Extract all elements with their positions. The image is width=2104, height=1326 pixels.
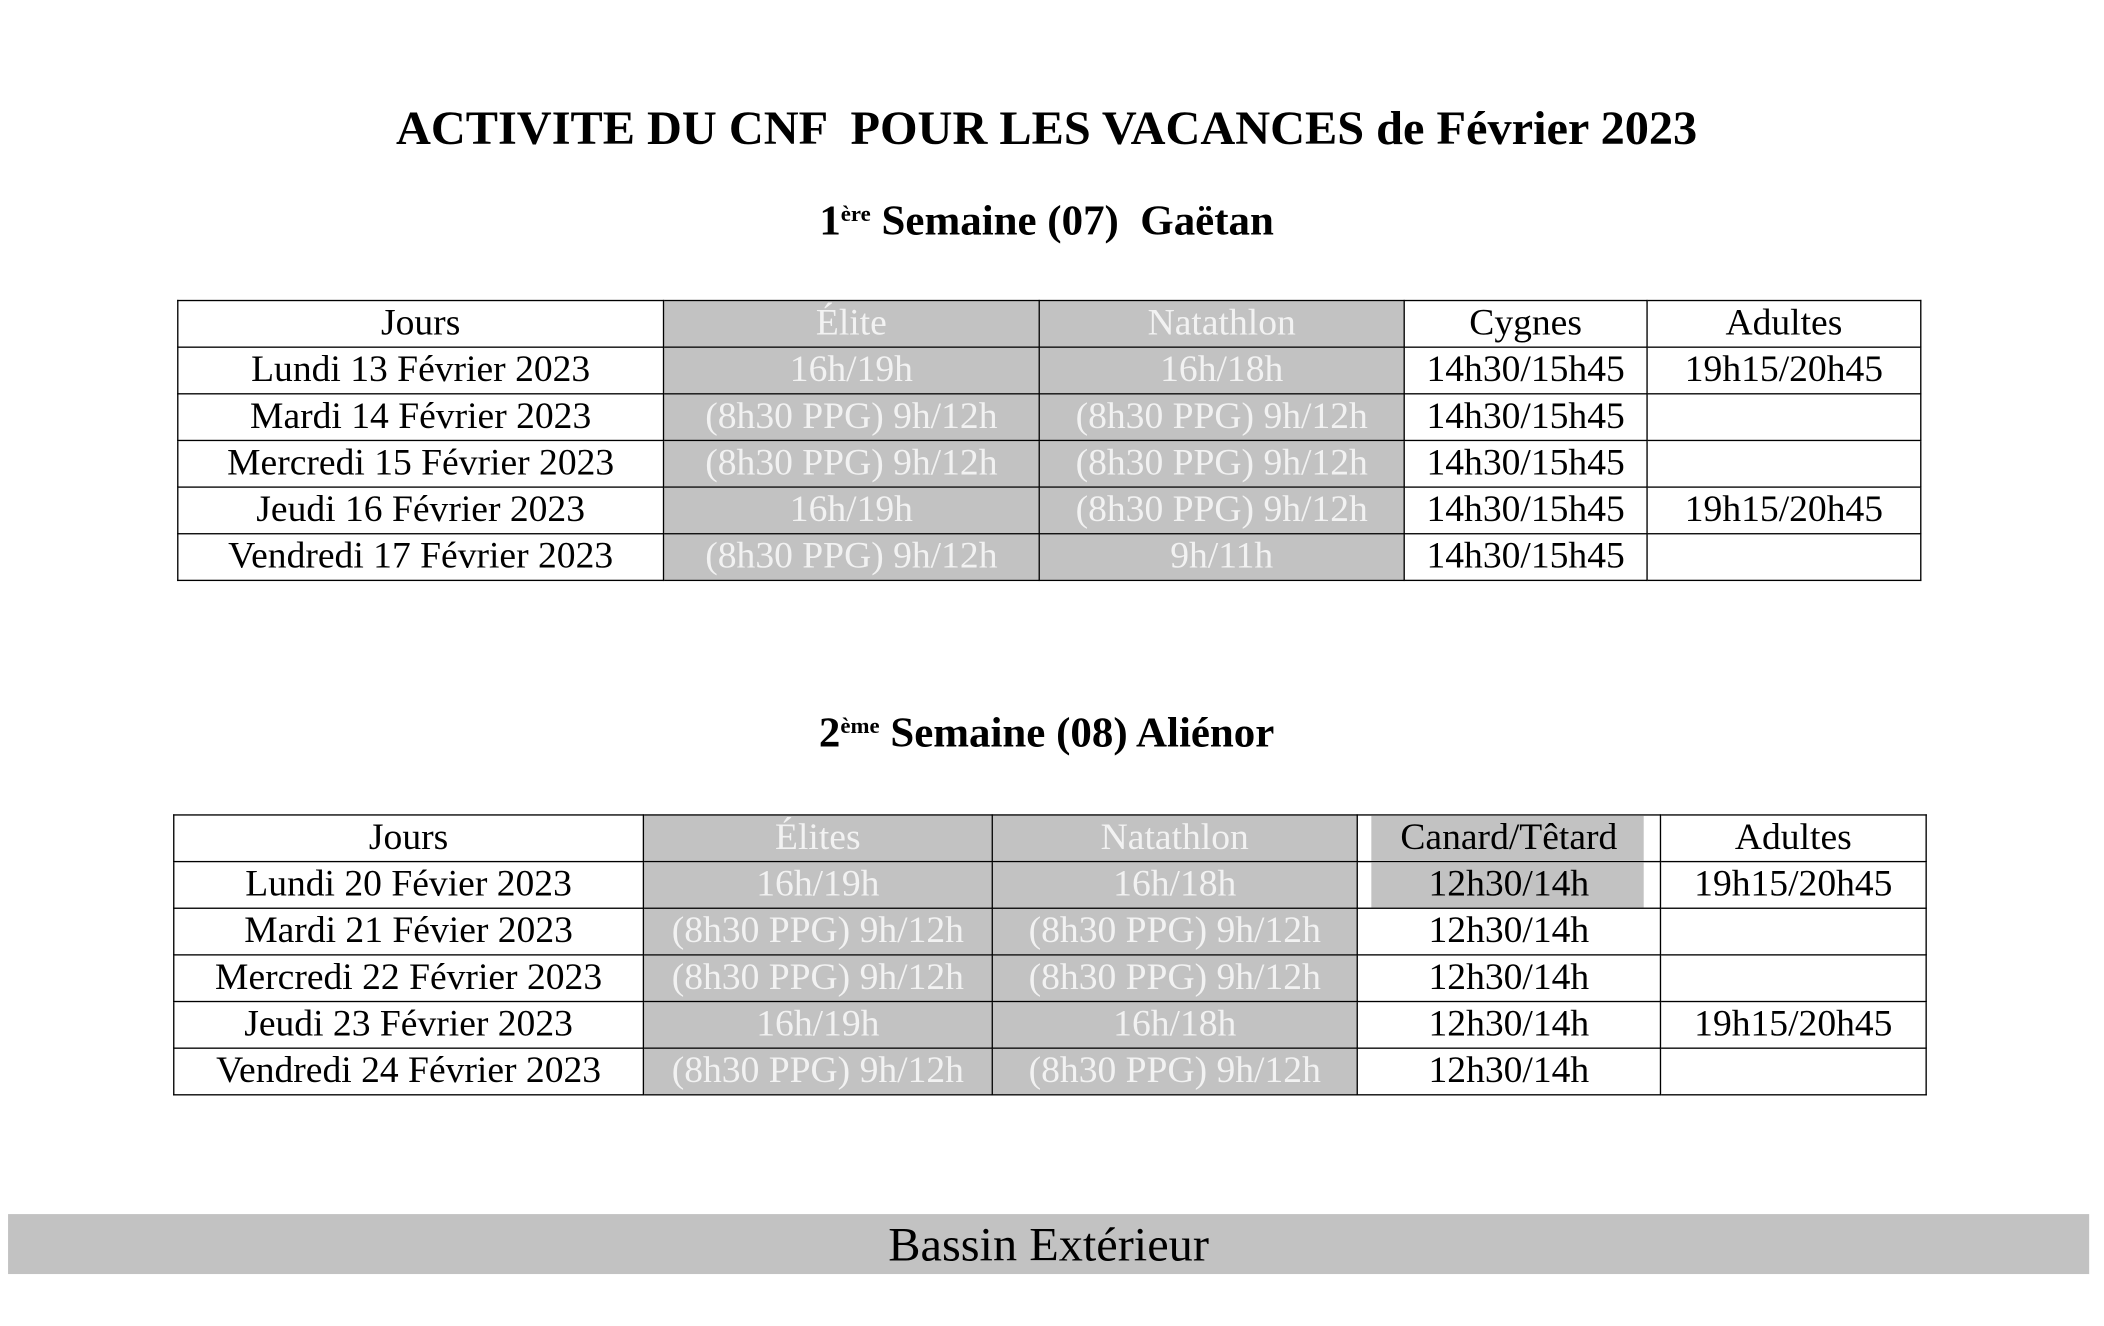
- header-canard-tetard: [1357, 815, 1660, 862]
- header-adultes: Adultes: [1647, 301, 1921, 348]
- week1-number: 1: [819, 195, 841, 244]
- natathlon-cell: (8h30 PPG) 9h/12h: [1039, 394, 1404, 441]
- natathlon-cell: 16h/18h: [992, 862, 1357, 909]
- table-row: [174, 1048, 1926, 1095]
- table-row: [178, 347, 1921, 394]
- natathlon-cell: (8h30 PPG) 9h/12h: [992, 908, 1357, 955]
- elites-cell: 16h/19h: [643, 862, 992, 909]
- week1-schedule-table: [177, 300, 1921, 581]
- week2-label: Semaine (08) Aliénor: [879, 707, 1275, 756]
- day-cell: Vendredi 17 Février 2023: [178, 534, 664, 581]
- adultes-cell: 19h15/20h45: [1660, 862, 1926, 909]
- elites-cell: (8h30 PPG) 9h/12h: [643, 955, 992, 1002]
- cygnes-cell: 14h30/15h45: [1404, 394, 1647, 441]
- adultes-cell: 19h15/20h45: [1647, 487, 1921, 534]
- natathlon-cell: 9h/11h: [1039, 534, 1404, 581]
- table-row: [178, 440, 1921, 487]
- day-cell: Mercredi 15 Février 2023: [178, 440, 664, 487]
- adultes-cell: 19h15/20h45: [1660, 1002, 1926, 1049]
- natathlon-cell: (8h30 PPG) 9h/12h: [992, 955, 1357, 1002]
- day-cell: Mardi 21 Févier 2023: [174, 908, 644, 955]
- elite-cell: 16h/19h: [664, 347, 1040, 394]
- table-header-row: [174, 815, 1926, 862]
- week2-schedule-table: [173, 814, 1927, 1095]
- week1-title: [0, 193, 2093, 246]
- canard-tetard-cell: 12h30/14h: [1357, 1048, 1660, 1095]
- cygnes-cell: 14h30/15h45: [1404, 347, 1647, 394]
- cygnes-cell: 14h30/15h45: [1404, 440, 1647, 487]
- header-elite: Élite: [664, 301, 1040, 348]
- table-row: [174, 908, 1926, 955]
- table-row: [178, 534, 1921, 581]
- canard-tetard-cell: [1357, 862, 1660, 909]
- adultes-cell: 19h15/20h45: [1647, 347, 1921, 394]
- header-jours: Jours: [178, 301, 664, 348]
- day-cell: Jeudi 16 Février 2023: [178, 487, 664, 534]
- day-cell: Mardi 14 Février 2023: [178, 394, 664, 441]
- table-header-row: [178, 301, 1921, 348]
- day-cell: Jeudi 23 Février 2023: [174, 1002, 644, 1049]
- canard-tetard-cell: 12h30/14h: [1357, 908, 1660, 955]
- header-canard-tetard-label: Canard/Têtard: [1400, 816, 1618, 859]
- natathlon-cell: 16h/18h: [1039, 347, 1404, 394]
- table-row: [178, 487, 1921, 534]
- adultes-cell: [1660, 908, 1926, 955]
- canard-tetard-cell: 12h30/14h: [1357, 955, 1660, 1002]
- header-adultes: Adultes: [1660, 815, 1926, 862]
- header-cygnes: Cygnes: [1404, 301, 1647, 348]
- table-row: [174, 1002, 1926, 1049]
- natathlon-cell: (8h30 PPG) 9h/12h: [1039, 487, 1404, 534]
- cygnes-cell: 14h30/15h45: [1404, 534, 1647, 581]
- header-natathlon: Natathlon: [992, 815, 1357, 862]
- table-row: [174, 955, 1926, 1002]
- week2-number: 2: [818, 707, 841, 756]
- day-cell: Lundi 13 Février 2023: [178, 347, 664, 394]
- day-cell: Lundi 20 Févier 2023: [174, 862, 644, 909]
- day-cell: Mercredi 22 Février 2023: [174, 955, 644, 1002]
- elites-cell: (8h30 PPG) 9h/12h: [643, 908, 992, 955]
- elite-cell: (8h30 PPG) 9h/12h: [664, 440, 1040, 487]
- canard-tetard-cell-label: 12h30/14h: [1428, 863, 1590, 905]
- header-natathlon: Natathlon: [1039, 301, 1404, 348]
- day-cell: Vendredi 24 Février 2023: [174, 1048, 644, 1095]
- week1-label: Semaine (07) Gaëtan: [870, 195, 1274, 244]
- adultes-cell: [1647, 394, 1921, 441]
- elite-cell: 16h/19h: [664, 487, 1040, 534]
- header-jours: Jours: [174, 815, 644, 862]
- adultes-cell: [1647, 534, 1921, 581]
- elite-cell: (8h30 PPG) 9h/12h: [664, 534, 1040, 581]
- week2-ordinal-suffix: ème: [840, 712, 880, 739]
- natathlon-cell: 16h/18h: [992, 1002, 1357, 1049]
- week1-ordinal-suffix: ère: [840, 201, 871, 227]
- elites-cell: (8h30 PPG) 9h/12h: [643, 1048, 992, 1095]
- elites-cell: 16h/19h: [643, 1002, 992, 1049]
- adultes-cell: [1647, 440, 1921, 487]
- elite-cell: (8h30 PPG) 9h/12h: [664, 394, 1040, 441]
- document-title: ACTIVITE DU CNF POUR LES VACANCES de Février 2023: [396, 101, 1698, 155]
- adultes-cell: [1660, 1048, 1926, 1095]
- header-elites: Élites: [643, 815, 992, 862]
- week2-title: [0, 705, 2093, 758]
- table-row: [178, 394, 1921, 441]
- canard-tetard-cell: 12h30/14h: [1357, 1002, 1660, 1049]
- footer-banner: Bassin Extérieur: [8, 1214, 2089, 1274]
- natathlon-cell: (8h30 PPG) 9h/12h: [992, 1048, 1357, 1095]
- cygnes-cell: 14h30/15h45: [1404, 487, 1647, 534]
- natathlon-cell: (8h30 PPG) 9h/12h: [1039, 440, 1404, 487]
- adultes-cell: [1660, 955, 1926, 1002]
- table-row: [174, 862, 1926, 909]
